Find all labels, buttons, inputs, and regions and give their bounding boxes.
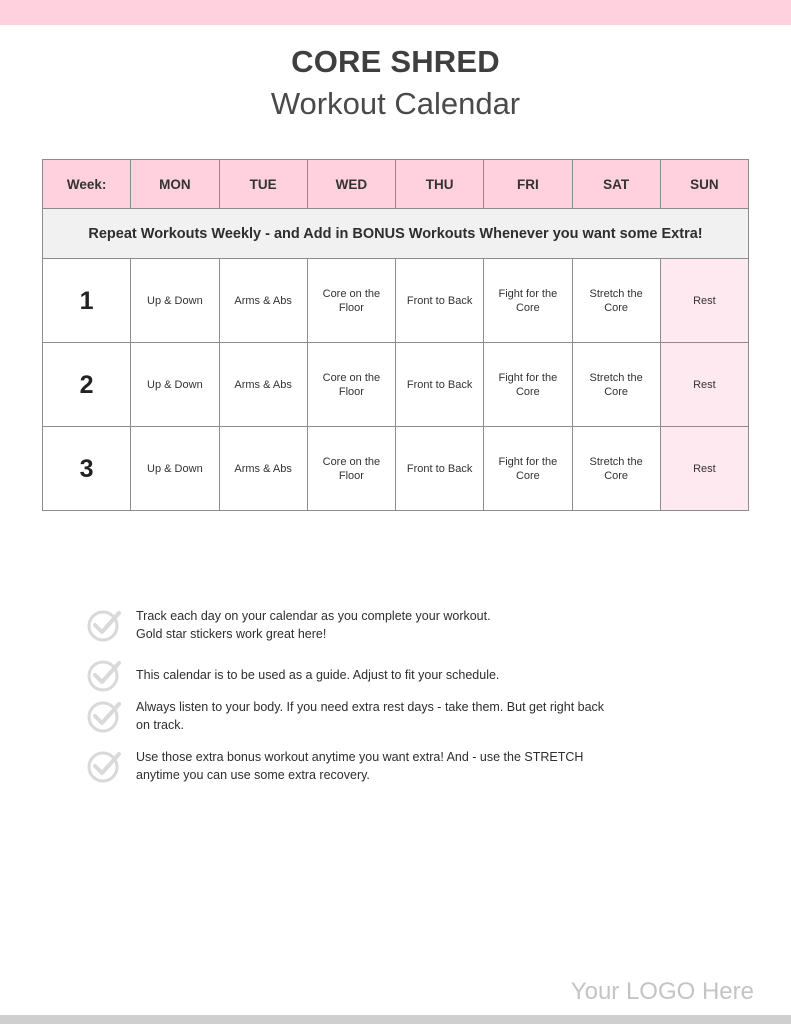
day-cell-mon: Up & Down [131,259,219,343]
column-header-sat: SAT [572,160,660,209]
column-header-wed: WED [307,160,395,209]
day-cell-sun: Rest [660,343,748,427]
banner-row [43,209,749,259]
page-subtitle: Workout Calendar [270,86,521,121]
day-cell-sun: Rest [660,427,748,511]
day-cell-tue: Arms & Abs [219,427,307,511]
notes-list [86,607,686,798]
day-cell-mon: Up & Down [131,427,219,511]
list-item [86,607,686,643]
column-header-week: Week: [43,160,131,209]
table-row [43,343,749,427]
day-cell-fri: Fight for the Core [484,343,572,427]
list-item [86,657,686,684]
workout-calendar-table [42,159,749,511]
week-number: 3 [43,427,131,511]
column-header-fri: FRI [484,160,572,209]
column-header-sun: SUN [660,160,748,209]
note-line-1: Track each day on your calendar as you complete your workout. [136,609,491,623]
page-title: CORE SHRED [291,44,500,79]
day-cell-wed: Core on the Floor [307,259,395,343]
list-item [86,748,686,784]
banner-text: Repeat Workouts Weekly - and Add in BONUS Workouts Whenever you want some Extra! [43,209,749,259]
day-cell-thu: Front to Back [396,259,484,343]
check-circle-icon [86,657,122,693]
day-cell-wed: Core on the Floor [307,343,395,427]
day-cell-thu: Front to Back [396,343,484,427]
day-cell-sat: Stretch the Core [572,259,660,343]
note-line-2: on track. [136,718,184,732]
day-cell-fri: Fight for the Core [484,259,572,343]
week-number: 1 [43,259,131,343]
day-cell-thu: Front to Back [396,427,484,511]
day-cell-mon: Up & Down [131,343,219,427]
logo-placeholder: Your LOGO Here [570,978,754,1005]
day-cell-fri: Fight for the Core [484,427,572,511]
note-line-1: Use those extra bonus workout anytime you want extra! And - use the STRETCH [136,750,584,764]
top-accent-bar [0,0,791,25]
day-cell-sun: Rest [660,259,748,343]
note-line-1: This calendar is to be used as a guide. Adjust to fit your schedule. [136,668,500,682]
day-cell-wed: Core on the Floor [307,427,395,511]
note-line-1: Always listen to your body. If you need extra rest days - take them. But get right back [136,700,605,714]
note-line-2: Gold star stickers work great here! [136,627,327,641]
column-header-tue: TUE [219,160,307,209]
day-cell-sat: Stretch the Core [572,343,660,427]
column-header-mon: MON [131,160,219,209]
check-circle-icon [86,698,122,734]
column-header-thu: THU [396,160,484,209]
table-row [43,259,749,343]
check-circle-icon [86,748,122,784]
day-cell-sat: Stretch the Core [572,427,660,511]
bottom-accent-bar [0,1015,791,1024]
week-number: 2 [43,343,131,427]
check-circle-icon [86,607,122,643]
calendar-header-row [43,160,749,209]
list-item [86,698,686,734]
day-cell-tue: Arms & Abs [219,343,307,427]
table-row [43,427,749,511]
day-cell-tue: Arms & Abs [219,259,307,343]
note-line-2: anytime you can use some extra recovery. [136,768,370,782]
